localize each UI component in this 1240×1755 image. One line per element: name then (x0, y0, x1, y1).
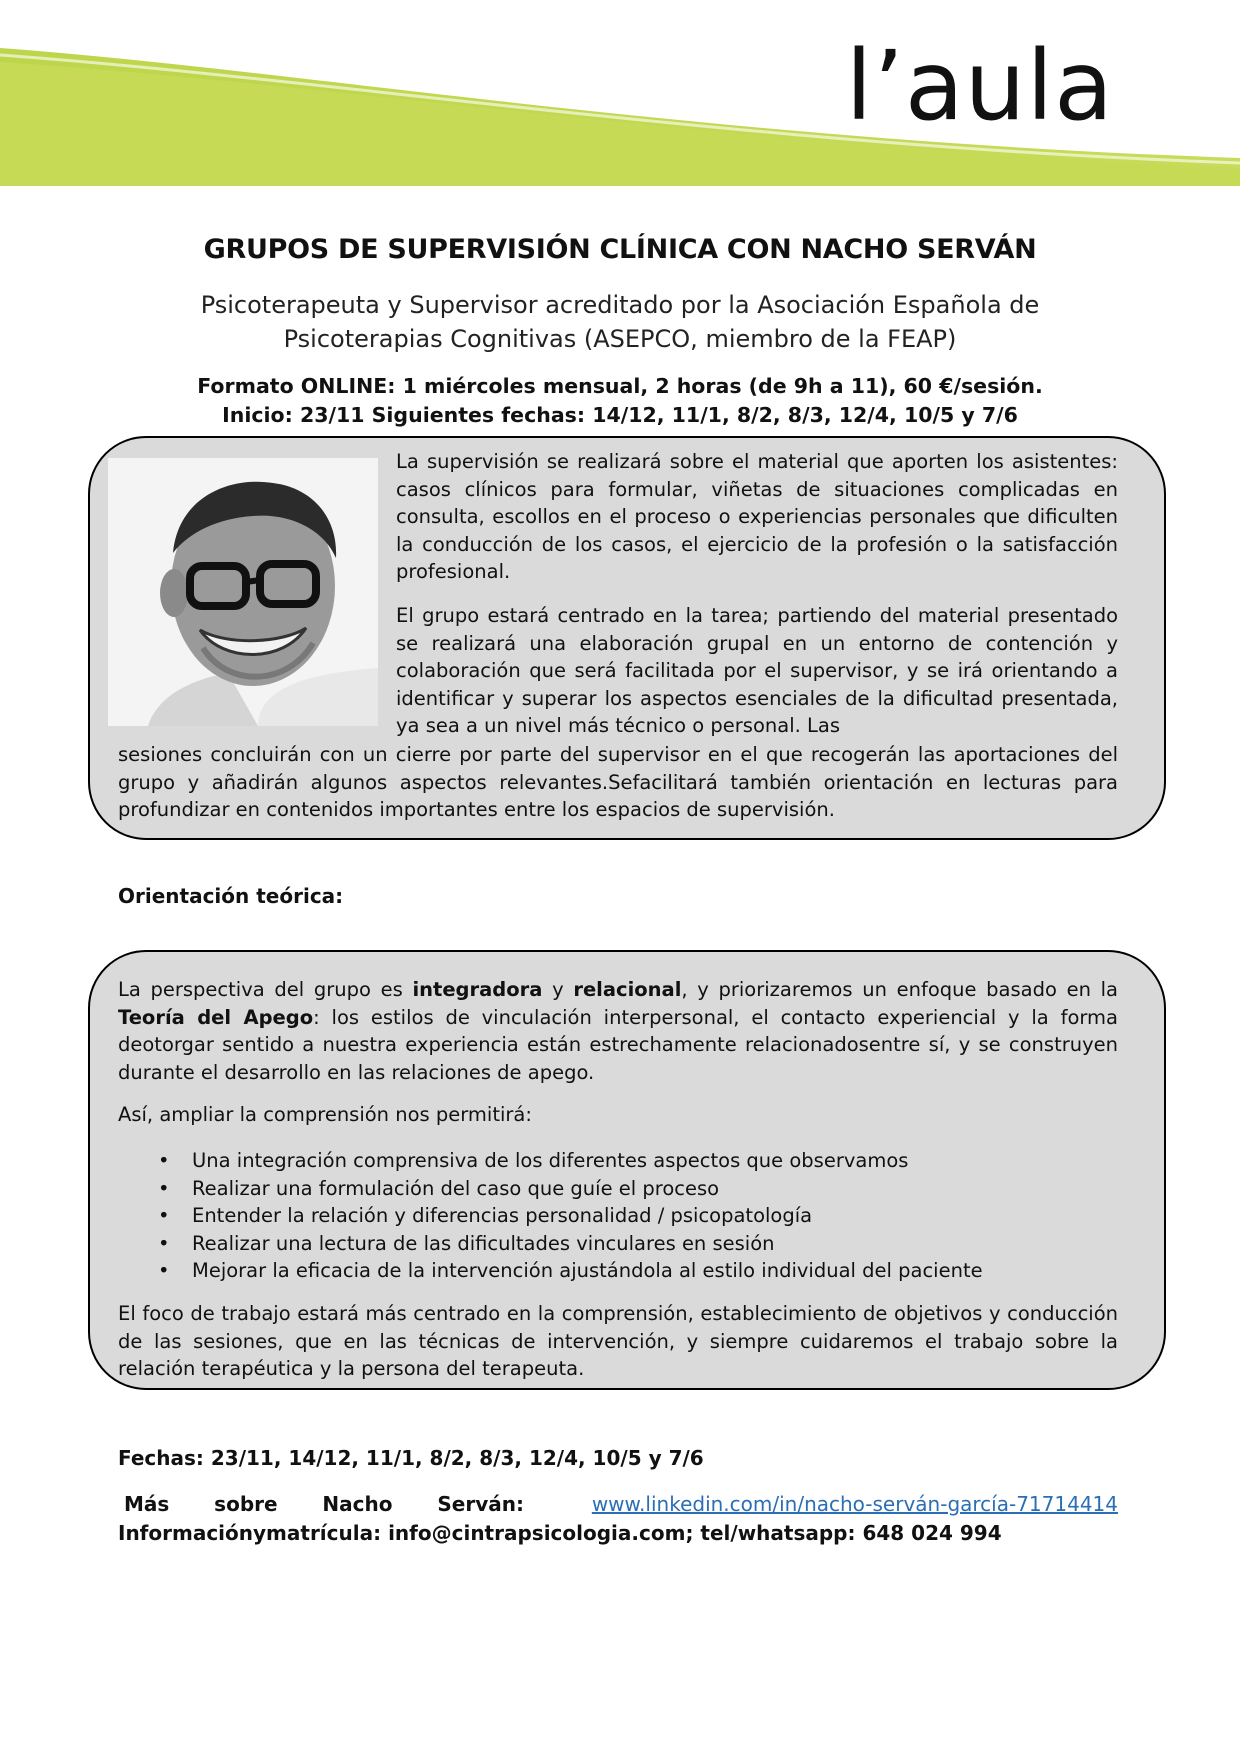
supervisor-photo (108, 458, 378, 726)
perspective-paragraph (118, 976, 1118, 1086)
list-item (118, 1175, 1118, 1203)
laula-logo: l’aula (845, 30, 1114, 142)
subtitle (150, 288, 1090, 356)
format-line: Formato ONLINE: 1 miércoles mensual, 2 horas (de 9h a 11), 60 €/sesión. (197, 374, 1043, 398)
bullet-icon: • (158, 1176, 170, 1200)
list-item-text: Entender la relación y diferencias personalidad / psicopatología (192, 1204, 813, 1228)
focus-paragraph: El foco de trabajo estará más centrado en la comprensión, establecimiento de objetivos y conducción de las sesiones, que en las técnicas de intervención, y siempre cuidaremos el trabajo sobre la relación terapéutica y la persona del terapeuta. (118, 1302, 1118, 1381)
text-run: La perspectiva del grupo es (118, 978, 413, 1001)
group-paragraph-continued: sesiones concluirán con un cierre por parte del supervisor en el que recogerán las aportaciones del grupo y añadirán algunos aspectos relevantes.Sefacilitará también orientación en lecturas para profundizar en contenidos importantes entre los espacios de supervisión. (118, 743, 1118, 822)
list-item (118, 1230, 1118, 1258)
word: Serván: (437, 1492, 524, 1516)
list-item-text: Una integración comprensiva de los diferentes aspectos que observamos (192, 1149, 909, 1172)
subtitle-line: Psicoterapeuta y Supervisor acreditado por la Asociación Española de (200, 291, 1040, 319)
dates-line: Fechas: 23/11, 14/12, 11/1, 8/2, 8/3, 12/4, 10/5 y 7/6 (118, 1446, 704, 1470)
list-item (118, 1257, 1118, 1285)
linkedin-link[interactable]: www.linkedin.com/in/nacho-serván-garcía-71714414 (591, 1492, 1118, 1516)
bullet-icon: • (158, 1204, 170, 1228)
more-about-line (118, 1492, 1118, 1516)
bullet-icon: • (158, 1231, 170, 1255)
page-title: GRUPOS DE SUPERVISIÓN CLÍNICA CON NACHO SERVÁN (203, 234, 1037, 265)
bold-integradora: integradora (412, 978, 543, 1001)
word: sobre (214, 1492, 278, 1516)
section-heading-theoretical: Orientación teórica: (118, 884, 344, 908)
word: Más (124, 1492, 170, 1516)
list-item-text: Realizar una formulación del caso que guíe el proceso (192, 1176, 720, 1200)
more-about-label (118, 1492, 524, 1516)
bullet-icon: • (158, 1259, 170, 1283)
bold-teoria-apego: Teoría del Apego (118, 1005, 314, 1029)
start-dates-line: Inicio: 23/11 Siguientes fechas: 14/12, 11/1, 8/2, 8/3, 12/4, 10/5 y 7/6 (222, 403, 1018, 427)
list-item (118, 1202, 1118, 1230)
bullet-icon: • (158, 1149, 170, 1172)
list-item (118, 1147, 1118, 1175)
text-run: : los estilos de vinculación interpersonal, el contacto experiencial y la forma deotorgar sentido a nuestra experiencia están estrechamente relacionadosentre sí, y se construyen durante el desarrollo en las relaciones de apego. (118, 1005, 1118, 1084)
intro-list-paragraph: Así, ampliar la comprensión nos permitirá: (118, 1103, 532, 1126)
list-item-text: Realizar una lectura de las dificultades vinculares en sesión (192, 1231, 775, 1255)
list-item-text: Mejorar la eficacia de la intervención ajustándola al estilo individual del paciente (192, 1259, 983, 1283)
supervision-paragraph: La supervisión se realizará sobre el material que aporten los asistentes: casos clínicos para formular, viñetas de situaciones complicadas en consulta, escollos en el proceso o experiencias personales que dificulten la conducción de los casos, el ejercicio de la profesión o la satisfacción profesional. (396, 450, 1118, 584)
format-info (0, 372, 1240, 430)
text-run: y (542, 978, 574, 1001)
benefits-list (118, 1147, 1118, 1285)
bold-relacional: relacional (573, 978, 682, 1001)
text-run: , y priorizaremos un enfoque basado en la (681, 978, 1118, 1001)
subtitle-line: Psicoterapias Cognitivas (ASEPCO, miembro de la FEAP) (283, 325, 957, 353)
contact-info: Informaciónymatrícula: info@cintrapsicologia.com; tel/whatsapp: 648 024 994 (118, 1521, 1002, 1545)
word: Nacho (322, 1492, 393, 1516)
group-paragraph: El grupo estará centrado en la tarea; partiendo del material presentado se realizará una elaboración grupal en un entorno de contención y colaboración que será facilitada por el supervisor, y se irá orientando a identificar y superar los aspectos esenciales de la dificultad presentada, ya sea a un nivel más técnico o personal. Las (396, 604, 1118, 738)
